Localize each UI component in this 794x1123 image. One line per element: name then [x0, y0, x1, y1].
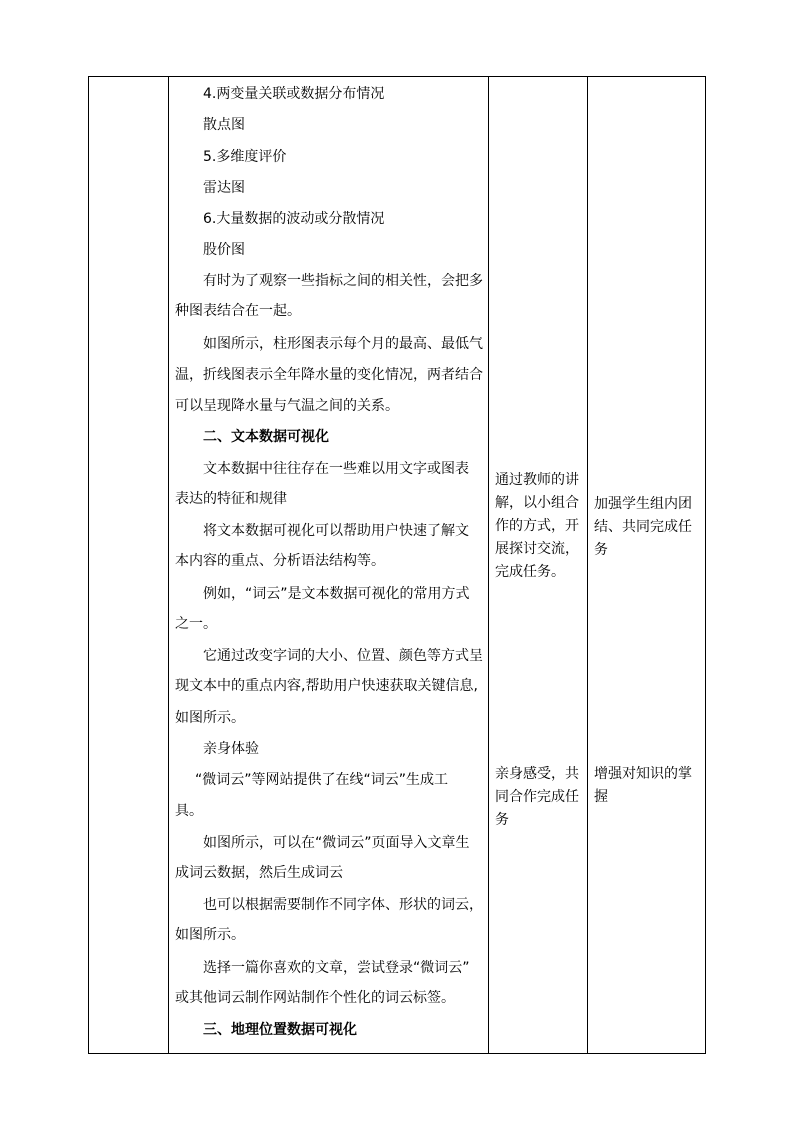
- content-line: 例如，“词云”是文本数据可视化的常用方式: [203, 586, 470, 602]
- content-line: “微词云”等网站提供了在线“词云”生成工: [195, 772, 449, 788]
- content-line: 股价图: [203, 242, 245, 258]
- content-line: 或其他词云制作网站制作个性化的词云标签。: [175, 990, 455, 1006]
- content-line: 如图所示，可以在“微词云”页面导入文章生: [203, 835, 470, 851]
- content-line: 成词云数据，然后生成词云: [175, 865, 343, 881]
- lesson-table: [88, 76, 706, 1054]
- content-line: 4.两变量关联或数据分布情况: [203, 86, 385, 102]
- content-line: 选择一篇你喜欢的文章，尝试登录“微词云”: [203, 960, 470, 976]
- content-line: 散点图: [203, 117, 245, 133]
- section-heading: 三、地理位置数据可视化: [203, 1022, 357, 1038]
- content-line: 5.多维度评价: [203, 149, 287, 165]
- content-line: 表达的特征和规律: [175, 491, 287, 507]
- content-line: 如图所示。: [175, 710, 245, 726]
- purpose-column: [588, 77, 706, 1053]
- content-line: 6.大量数据的波动或分散情况: [203, 211, 385, 227]
- content-line: 如图所示，柱形图表示每个月的最高、最低气: [203, 336, 483, 352]
- purpose-text: 增强对知识的掌握: [594, 766, 692, 805]
- content-line: 文本数据中往往存在一些难以用文字或图表: [203, 461, 469, 477]
- content-line: 它通过改变字词的大小、位置、颜色等方式呈: [203, 648, 483, 664]
- content-line: 本内容的重点、分析语法结构等。: [175, 553, 385, 569]
- content-line: 现文本中的重点内容,帮助用户快速获取关键信息,: [175, 678, 478, 694]
- empty-first-column: [89, 77, 168, 1053]
- content-line: 亲身体验: [203, 741, 259, 757]
- content-line: 可以呈现降水量与气温之间的关系。: [175, 398, 399, 414]
- activity-column: [489, 77, 587, 1053]
- content-line: 温，折线图表示全年降水量的变化情况，两者结合: [175, 367, 483, 383]
- content-line: 将文本数据可视化可以帮助用户快速了解文: [203, 523, 469, 539]
- purpose-text: 加强学生组内团结、共同完成任务: [594, 496, 692, 558]
- content-line: 种图表结合在一起。: [175, 303, 301, 319]
- content-line: 具。: [175, 803, 203, 819]
- activity-text: 通过教师的讲解，以小组合作的方式，开展探讨交流，完成任务。: [495, 472, 579, 580]
- content-column: [169, 77, 488, 1053]
- content-line: 如图所示。: [175, 927, 245, 943]
- content-line: 有时为了观察一些指标之间的相关性，会把多: [203, 273, 483, 289]
- content-line: 雷达图: [203, 180, 245, 196]
- activity-text: 亲身感受，共同合作完成任务: [495, 766, 579, 828]
- section-heading: 二、文本数据可视化: [203, 429, 329, 445]
- content-line: 也可以根据需要制作不同字体、形状的词云，: [203, 897, 483, 913]
- content-line: 之一。: [175, 616, 217, 632]
